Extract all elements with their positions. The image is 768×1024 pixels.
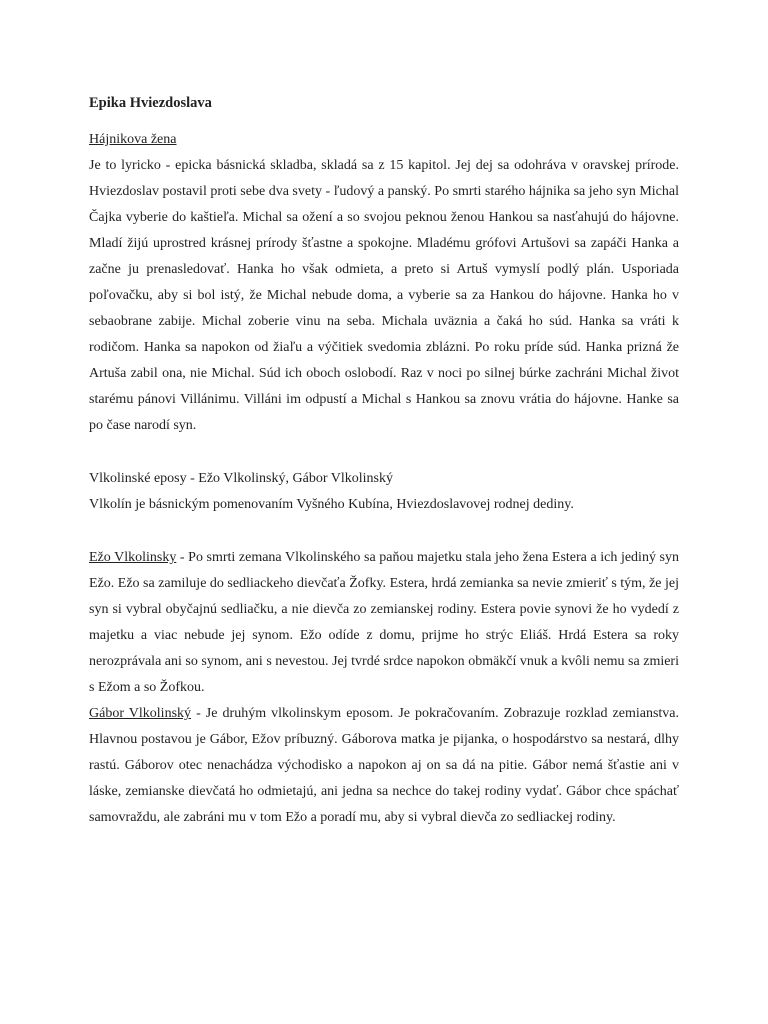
section-heading-ezo-vlkolinsky: Ežo Vlkolinsky bbox=[89, 550, 177, 565]
section-heading-hajnikova-zena: Hájnikova žena bbox=[89, 132, 177, 147]
section-heading-gabor-vlkolinsky: Gábor Vlkolinský bbox=[89, 706, 192, 721]
section-heading-vlkolinske-eposy: Vlkolinské eposy - Ežo Vlkolinský, Gábor Vlkolinský bbox=[89, 471, 393, 486]
document-page bbox=[89, 90, 679, 831]
section-body-ezo-vlkolinsky: - Po smrti zemana Vlkolinského sa paňou majetku stala jeho žena Estera a ich jediný syn Ežo. Ežo sa zamiluje do sedliackeho dievčaťa Žofky. Estera, hrdá zemianka sa nevie zmieriť s tým, že jej syn si vybral obyčajnú sedliačku, a nie dievča zo zemianskej rodiny. Estera povie synovi že ho vydedí z majetku a viac nebude jej synom. Ežo odíde z domu, prijme ho strýc Eliáš. Hrdá Estera sa roky nerozprávala ani so synom, ani s nevestou. Jej tvrdé srdce napokon obmäkčí vnuk a kvôli nemu sa zmieri s Ežom a so Žofkou. bbox=[89, 550, 679, 695]
document-title: Epika Hviezdoslava bbox=[89, 95, 212, 111]
section-body-vlkolinske-eposy: Vlkolín je básnickým pomenovaním Vyšného Kubína, Hviezdoslavovej rodnej dediny. bbox=[89, 497, 574, 512]
section-ezo-vlkolinsky bbox=[89, 545, 679, 701]
section-gabor-vlkolinsky bbox=[89, 701, 679, 831]
spacer bbox=[89, 518, 679, 545]
section-body-gabor-vlkolinsky: - Je druhým vlkolinskym eposom. Je pokračovaním. Zobrazuje rozklad zemianstva. Hlavnou postavou je Gábor, Ežov príbuzný. Gáborova matka je pijanka, o hospodárstvo sa nestará, dlhy rastú. Gáborov otec nenachádza východisko a napokon aj on sa dá na pitie. Gábor nemá šťastie ani v láske, zemianske dievčatá ho odmietajú, ani jedna sa nechce do takej rodiny vydať. Gábor chce spáchať samovraždu, ale zabráni mu v tom Ežo a poradí mu, aby si vybral dievča zo sedliackej rodiny. bbox=[89, 706, 679, 825]
section-body-hajnikova-zena: Je to lyricko - epicka básnická skladba, skladá sa z 15 kapitol. Jej dej sa odohráva v oravskej prírode. Hviezdoslav postavil proti sebe dva svety - ľudový a panský. Po smrti starého hájnika sa jeho syn Michal Čajka vyberie do kaštieľa. Michal sa ožení a so svojou peknou ženou Hankou sa nasťahujú do hájovne. Mladí žijú uprostred krásnej prírody šťastne a spokojne. Mladému grófovi Artušovi sa zapáči Hanka a začne ju prenasledovať. Hanka ho však odmieta, a preto si Artuš vymyslí podlý plán. Usporiada poľovačku, aby si bol istý, že Michal nebude doma, a vyberie sa za Hankou do hájovne. Hanka ho v sebaobrane zabije. Michal zoberie vinu na seba. Michala uväznia a čaká ho súd. Hanka sa vráti k rodičom. Hanka sa napokon od žiaľu a výčitiek svedomia zblázni. Po roku príde súd. Hanka prizná že Artuša zabil ona, nie Michal. Súd ich oboch oslobodí. Raz v noci po silnej búrke zachráni Michal život starému pánovi Villánimu. Villáni im odpustí a Michal s Hankou sa znovu vrátia do hájovne. Hanke sa po čase narodí syn. bbox=[89, 158, 679, 433]
spacer bbox=[89, 439, 679, 466]
